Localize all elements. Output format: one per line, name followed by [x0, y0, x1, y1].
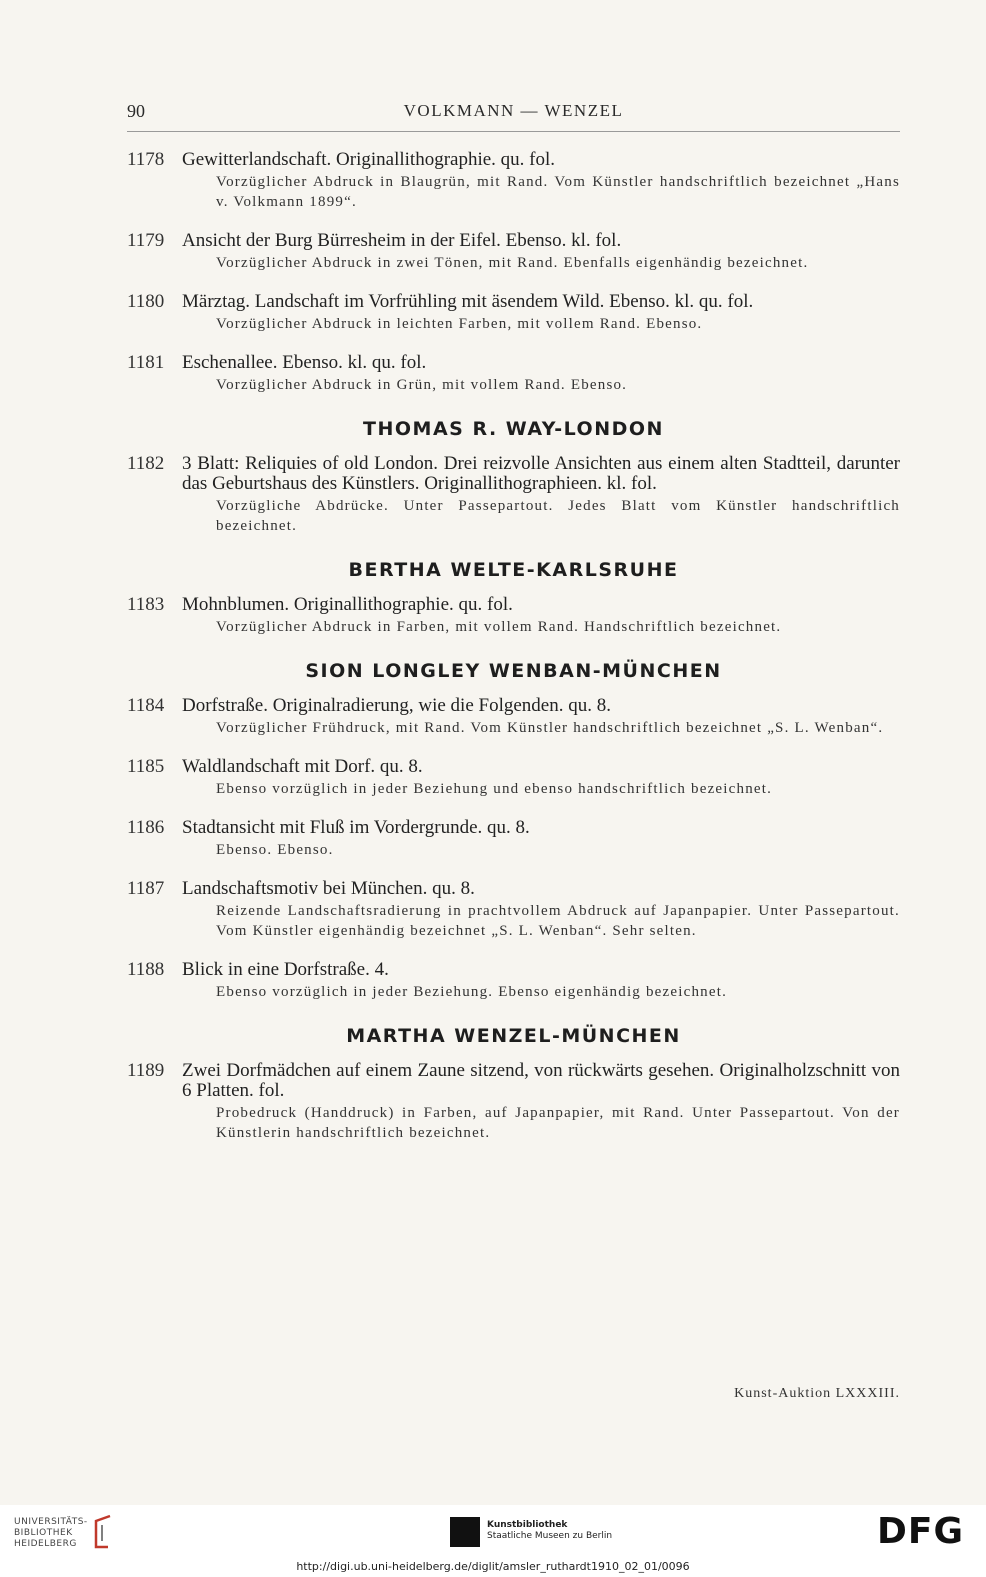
catalog-entry [127, 1061, 900, 1143]
lot-description: Vorzüglicher Abdruck in Farben, mit vollem Rand. Handschriftlich bezeichnet. [216, 619, 782, 635]
running-title: VOLKMANN — WENZEL [403, 101, 624, 120]
lot-title: 3 Blatt: Reliquies of old London. Drei reizvolle Ansichten aus einem alten Stadtteil, darunter das Geburtshaus des Künstlers. Originallithographieen. kl. fol. [182, 453, 900, 494]
catalog-entry [127, 818, 900, 860]
lot-description: Vorzüglicher Abdruck in Blaugrün, mit Rand. Vom Künstler handschriftlich bezeichnet „Hans v. Volkmann 1899“. [216, 174, 900, 210]
lot-number: 1179 [127, 230, 165, 251]
lot-number: 1185 [127, 756, 165, 777]
partner-label: Kunstbibliothek Staatliche Museen zu Berlin [487, 1520, 613, 1541]
page-number: 90 [127, 101, 145, 121]
lot-title: Blick in eine Dorfstraße. 4. [182, 959, 389, 980]
lot-description: Vorzüglicher Abdruck in Grün, mit vollem Rand. Ebenso. [216, 377, 628, 393]
kunstbibliothek-logo-icon [450, 1517, 480, 1547]
artist-heading: BERTHA WELTE-KARLSRUHE [348, 559, 679, 581]
digitization-bar [0, 1505, 986, 1577]
lot-description: Probedruck (Handdruck) in Farben, auf Japanpapier, mit Rand. Unter Passepartout. Von der Künstlerin handschriftlich bezeichnet. [216, 1105, 900, 1141]
catalog-entry [127, 353, 900, 395]
lot-number: 1188 [127, 959, 165, 980]
lot-description: Reizende Landschaftsradierung in prachtvollem Abdruck auf Japanpapier. Unter Passepartout. Vom Künstler eigenhändig bezeichnet „S. L. Wenban“. Sehr selten. [216, 903, 900, 939]
lot-description: Ebenso. Ebenso. [216, 842, 334, 858]
university-library-logo: UNIVERSITÄTS- BIBLIOTHEK HEIDELBERG [14, 1517, 88, 1549]
lot-title: Dorfstraße. Originalradierung, wie die Folgenden. qu. 8. [182, 695, 611, 716]
catalog-entry [127, 879, 900, 941]
lot-title: Zwei Dorfmädchen auf einem Zaune sitzend, von rückwärts gesehen. Originalholzschnitt von 6 Platten. fol. [182, 1060, 900, 1101]
page-header [127, 101, 900, 132]
lot-title: Märztag. Landschaft im Vorfrühling mit äsendem Wild. Ebenso. kl. qu. fol. [182, 291, 754, 312]
catalog-entry [127, 595, 900, 637]
catalog-entries [127, 150, 900, 1162]
lot-number: 1186 [127, 817, 165, 838]
lot-description: Vorzüglicher Frühdruck, mit Rand. Vom Künstler handschriftlich bezeichnet „S. L. Wenban“. [216, 720, 884, 736]
lot-title: Ansicht der Burg Bürresheim in der Eifel. Ebenso. kl. fol. [182, 230, 622, 251]
lot-number: 1187 [127, 878, 165, 899]
artist-heading: MARTHA WENZEL-MÜNCHEN [346, 1025, 681, 1047]
lot-number: 1189 [127, 1060, 165, 1081]
artist-heading: SION LONGLEY WENBAN-MÜNCHEN [305, 660, 722, 682]
lot-number: 1182 [127, 453, 165, 474]
lot-title: Mohnblumen. Originallithographie. qu. fol. [182, 594, 513, 615]
catalog-entry [127, 960, 900, 1002]
catalog-entry [127, 757, 900, 799]
catalog-entry [127, 454, 900, 536]
catalog-entry [127, 150, 900, 212]
catalog-entry [127, 231, 900, 273]
lot-title: Landschaftsmotiv bei München. qu. 8. [182, 878, 475, 899]
artist-heading: THOMAS R. WAY-LONDON [363, 418, 664, 440]
footer-note: Kunst-Auktion LXXXIII. [734, 1386, 900, 1401]
lot-number: 1178 [127, 149, 165, 170]
dfg-logo: DFG [876, 1511, 964, 1552]
lot-number: 1181 [127, 352, 165, 373]
lot-number: 1184 [127, 695, 165, 716]
lot-title: Waldlandschaft mit Dorf. qu. 8. [182, 756, 423, 777]
lot-title: Stadtansicht mit Fluß im Vordergrunde. qu. 8. [182, 817, 530, 838]
lot-description: Ebenso vorzüglich in jeder Beziehung und ebenso handschriftlich bezeichnet. [216, 781, 773, 797]
lot-title: Eschenallee. Ebenso. kl. qu. fol. [182, 352, 427, 373]
catalog-entry [127, 292, 900, 334]
library-emblem-icon [88, 1513, 114, 1551]
source-url[interactable]: http://digi.ub.uni-heidelberg.de/diglit/amsler_ruthardt1910_02_01/0096 [296, 1560, 690, 1573]
lot-description: Vorzügliche Abdrücke. Unter Passepartout. Jedes Blatt vom Künstler handschriftlich bezeichnet. [216, 498, 900, 534]
catalog-entry [127, 696, 900, 738]
lot-description: Ebenso vorzüglich in jeder Beziehung. Ebenso eigenhändig bezeichnet. [216, 984, 728, 1000]
lot-number: 1180 [127, 291, 165, 312]
lot-description: Vorzüglicher Abdruck in leichten Farben, mit vollem Rand. Ebenso. [216, 316, 703, 332]
lot-number: 1183 [127, 594, 165, 615]
lot-description: Vorzüglicher Abdruck in zwei Tönen, mit Rand. Ebenfalls eigenhändig bezeichnet. [216, 255, 809, 271]
lot-title: Gewitterlandschaft. Originallithographie. qu. fol. [182, 149, 556, 170]
